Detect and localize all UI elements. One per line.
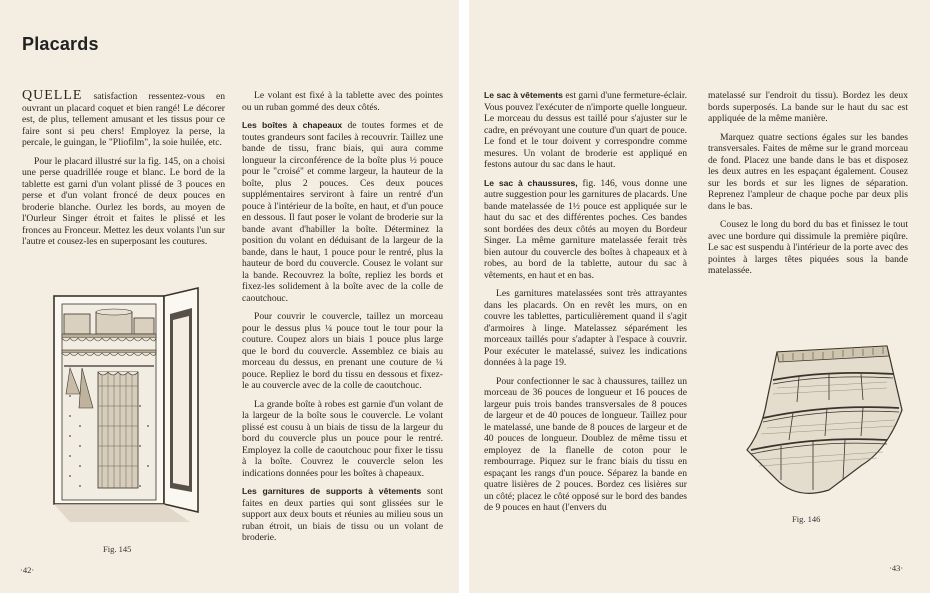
figure-caption-146: Fig. 146 [792,514,821,524]
page-number-right: ·43· [889,563,904,573]
text-boites: de toutes formes et de toutes grandeurs sont faciles à recouvrir. Taillez une bande de tissu, franc biais, qui aura comme longueur la circonférence de la boîte plus ½ pouce pour le "croisé" et comme largeur, la hauteur de la boîte, plus 2 pouces. Ces deux pouces supplémentaires serviront à faire un rentré d'un pouce à l'intérieur de la boîte, en haut, et d'un pouce en dessous. Il faut poser le volant de broderie sur la bande avant d'habiller la boîte. Déterminez la position du volant en déduisant de la largeur de la bande, dans le haut, 1 pouce pour le rentré, plus la hauteur de bord du couvercle. Cousez le volant sur la bande. Recouvrez la boîte, repliez les bords et fixez-les solidement à la boîte avec de la colle de caoutchouc. [242,120,443,304]
heading-supports: Les garnitures de supports à vêtements [242,486,422,496]
paragraph-matelasse-endroit: matelassé sur l'endroit du tissu). Bordez les deux bords superposés. La bande sur le haut du sac est appliquée de la même manière. [708,90,908,124]
heading-sac-chaussures: Le sac à chaussures, [484,177,578,188]
right-page [469,0,930,593]
intro-text: satisfaction ressentez-vous en ouvrant un placard coquet et bien rangé! Le décorer est, de plus, tellement amusant et les tissus pour ce faire sont si peu chers! Employez la perse, la percale, le guingan, le "Pliofilm", la soie huilée, etc. [22,91,225,148]
text-supports: sont faites en deux parties qui sont glissées sur le support aux deux bouts et réunies au milieu sous un ruban étroit, un biais de tissu ou un volant de broderie. [242,486,443,543]
figure-caption-145: Fig. 145 [103,544,132,554]
paragraph-bordure: Cousez le long du bord du bas et finissez le tout avec une bordure qui dissimule la première piqûre. Le sac est suspendu à l'intérieur de la porte avec des pointes à larges têtes piquées sous la bande matelassée. [708,219,908,276]
right-column-1 [484,90,687,521]
paragraph-boites [242,120,443,304]
paragraph-sac-chaussures [484,178,687,282]
left-column-2 [242,90,443,551]
text-sac-vetements: est garni d'une fermeture-éclair. Vous pouvez l'exécuter de n'importe quelle longueur. Le morceau du dessus est taillé pour s'ajuster sur le cadre, en prévoyant une couture d'un quart de pouce. Le fond et le tour doivent y correspondre comme mesures. Un volant de broderie est appliqué en festons autour du sac dans le haut. [484,90,687,170]
paragraph-couvercle: Pour couvrir le couvercle, taillez un morceau pour le dessus plus ¼ pouce tout le tour pour la couture. Coupez alors un biais 1 pouce plus large que le bord du couvercle. Assemblez ce biais au morceau du dessus, en prenant une couture de ¼ pouce. Repliez le bord du tissu en dessous et fixez-le au couvercle avec de la colle de caoutchouc. [242,311,443,391]
left-page [0,0,459,593]
paragraph-boite-robes: La grande boîte à robes est garnie d'un volant de la largeur de la boîte sous le couvercle. Le volant plissé est cousu à un biais de tissu de la largeur du bord du couvercle plus un pouce pour le rentré. Employez la colle de caoutchouc pour fixer le tissu à la boîte. Couvrez le couvercle selon les indications données pour les boîtes à chapeaux. [242,398,443,479]
right-column-2 [708,90,908,284]
heading-sac-vetements: Le sac à vêtements [484,90,563,100]
closet-illustration [40,286,220,534]
page-number-left: ·42· [20,565,35,575]
paragraph-placard: Pour le placard illustré sur la fig. 145, on a choisi une perse quadrillée rouge et blanc. Le bord de la tablette est garni d'un volant plissé de 3 pouces en perse et d'un volant froncé de deux pouces en broderie blanche. Ourlez les bords, au moyen de l'Ourleur Singer étroit et faites le plissé et les fronces au Fronceur. Mettez les deux volants l'un sur l'autre et cousez-les en superposant les coutures. [22,155,225,247]
text-sac-chaussures: fig. 146, vous donne une autre suggestion pour les garnitures de placards. Une bande matelassée de 1½ pouce est appliquée sur le haut du sac et des différentes poches. Ces bandes sont bordées des deux côtés au moyen du Bordeur Singer. La même garniture matelassée ferait très bien autour du couvercle des boîtes à chapeaux et à robes, au bord de la tablette, autour du sac à vêtements, en haut et en bas. [484,177,688,281]
paragraph-matelassees: Les garnitures matelassées sont très attrayantes dans les placards. On en revêt les murs, on en couvre les tablettes, particulièrement quand il s'agit d'armoires à linge. Matelassez séparément les morceaux taillés pour s'adapter à l'espace à couvrir. Pour exécuter le matelassé, suivez les indications données à la page 19. [484,288,687,368]
paragraph-sac-vetements [484,90,687,171]
drop-cap-word: QUELLE [22,88,83,103]
paragraph-sections: Marquez quatre sections égales sur les bandes transversales. Faites de même sur le grand morceau de fond. Placez une bande dans le bas et disposez les deux autres en les espaçant également. Cousez sur les bords et sur les lignes de séparation. Reprenez l'ampleur de chaque poche par deux plis dans le bas. [708,131,908,212]
paragraph-supports [242,486,443,544]
paragraph-volant: Le volant est fixé à la tablette avec des pointes ou un ruban gommé des deux côtés. [242,90,443,113]
paragraph-confectionner: Pour confectionner le sac à chaussures, taillez un morceau de 36 pouces de longueur et 16 pouces de largeur puis trois bandes transversales de 8 pouces de largeur et de 40 pouces de longueur. Taillez pour le matelassé, une bande de 8 pouces de largeur et de 40 pouces de longueur. Doublez de même tissu et employez de la flanelle de coton pour le rembourrage. Piquez sur le franc biais du tissu en espaçant les rangs d'un pouce. Séparez la bande en quatre lisières de 2 pouces. Bordez ces lisières sur un côté; placez le côté opposé sur le bord des bandes de 9 pouces en haut (l'envers du [484,375,687,513]
shoe-bag-illustration [737,340,915,510]
left-column-1 [22,90,225,255]
page-title: Placards [22,34,99,54]
page-gutter [459,0,469,593]
intro-paragraph [22,90,225,149]
heading-boites: Les boîtes à chapeaux [242,120,343,130]
